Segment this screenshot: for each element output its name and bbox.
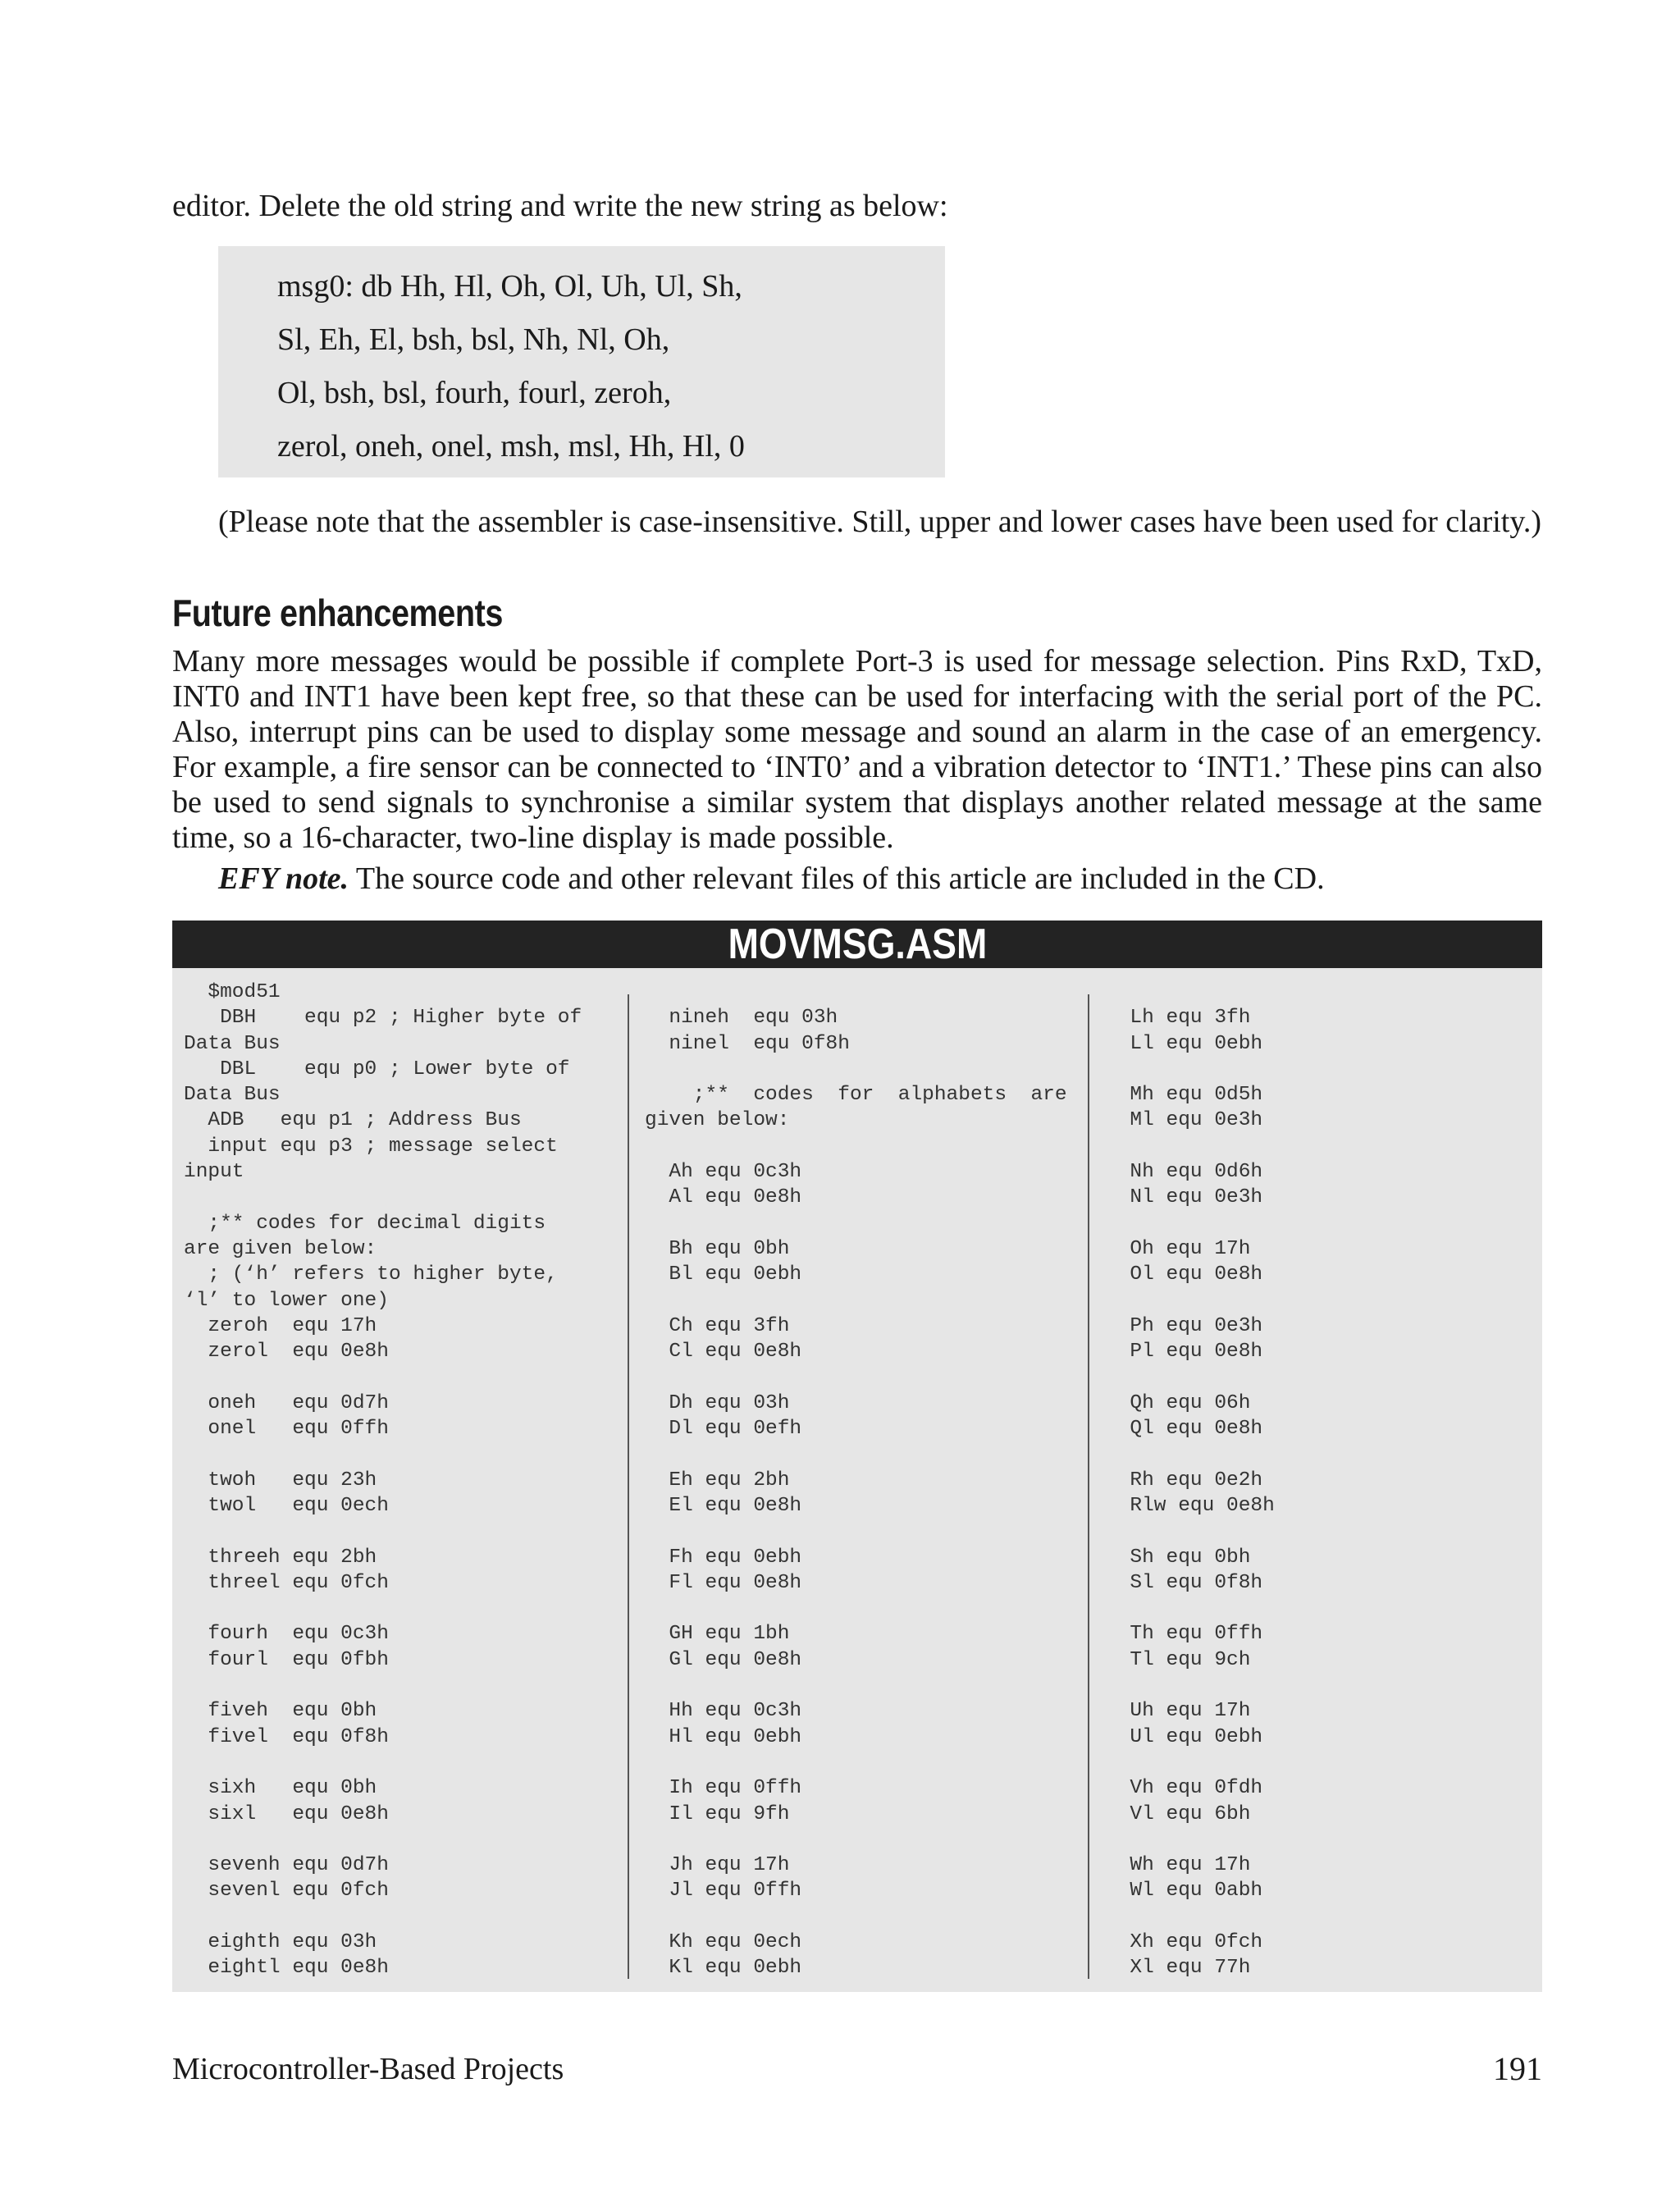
code-line: Vl equ 6bh bbox=[1106, 1802, 1251, 1825]
code-line: Rlw equ 0e8h bbox=[1106, 1494, 1275, 1517]
code-line: Gl equ 0e8h bbox=[645, 1648, 802, 1671]
case-note: (Please note that the assembler is case-insensitive. Still, upper and lower cases have been used for clarity.) bbox=[218, 505, 1542, 539]
code-line: Oh equ 17h bbox=[1106, 1237, 1251, 1260]
efy-note-text: The source code and other relevant files of this article are included in the CD. bbox=[349, 861, 1325, 896]
code-line: Ol equ 0e8h bbox=[1106, 1263, 1263, 1286]
code-line: Mh equ 0d5h bbox=[1106, 1084, 1263, 1107]
code-line bbox=[1106, 1211, 1532, 1236]
code-line: Fl equ 0e8h bbox=[645, 1571, 802, 1594]
code-line: Rh equ 0e2h bbox=[1106, 1469, 1263, 1492]
code-line bbox=[645, 1134, 1088, 1159]
code-line: Jl equ 0ffh bbox=[645, 1880, 802, 1903]
code-line bbox=[184, 1185, 627, 1210]
code-line: Tl equ 9ch bbox=[1106, 1648, 1251, 1671]
code-line bbox=[645, 1827, 1088, 1853]
code-line bbox=[184, 1519, 627, 1544]
code-line: Dl equ 0efh bbox=[645, 1418, 802, 1441]
code-line: GH equ 1bh bbox=[645, 1623, 790, 1646]
code-line bbox=[184, 1441, 627, 1467]
listing-title-bar bbox=[172, 921, 1542, 968]
code-line: eightl equ 0e8h bbox=[184, 1957, 389, 1980]
code-line bbox=[645, 1904, 1088, 1930]
code-line: fivel equ 0f8h bbox=[184, 1725, 389, 1748]
code-line: Uh equ 17h bbox=[1106, 1700, 1251, 1723]
code-line: Xh equ 0fch bbox=[1106, 1930, 1263, 1953]
code-line bbox=[1106, 1827, 1532, 1853]
code-line: Ah equ 0c3h bbox=[645, 1161, 802, 1184]
code-line: DBL equ p0 ; Lower byte of bbox=[184, 1058, 570, 1080]
code-line bbox=[645, 1441, 1088, 1467]
code-listing bbox=[172, 968, 1542, 1992]
code-line bbox=[184, 1827, 627, 1853]
code-line bbox=[1106, 1288, 1532, 1313]
code-line bbox=[1106, 1596, 1532, 1621]
code-snippet-line: Ol, bsh, bsl, fourh, fourl, zeroh, bbox=[277, 376, 672, 410]
code-line: Ih equ 0ffh bbox=[645, 1777, 802, 1800]
code-line bbox=[645, 1519, 1088, 1544]
code-line: fourh equ 0c3h bbox=[184, 1623, 389, 1646]
code-line bbox=[645, 1364, 1088, 1390]
code-line: sevenl equ 0fch bbox=[184, 1880, 389, 1903]
code-line bbox=[645, 1596, 1088, 1621]
code-line: given below: bbox=[645, 1109, 790, 1132]
listing-column-2 bbox=[645, 980, 1088, 1981]
code-line bbox=[184, 1364, 627, 1390]
code-line: ninel equ 0f8h bbox=[645, 1032, 850, 1055]
code-line: eighth equ 03h bbox=[184, 1930, 377, 1953]
code-line: twoh equ 23h bbox=[184, 1469, 377, 1492]
code-line: Al equ 0e8h bbox=[645, 1186, 802, 1209]
code-line: Ul equ 0ebh bbox=[1106, 1725, 1263, 1748]
page-number: 191 bbox=[1493, 2050, 1542, 2087]
code-line: Nh equ 0d6h bbox=[1106, 1161, 1263, 1184]
code-line: Xl equ 77h bbox=[1106, 1957, 1251, 1980]
code-line bbox=[1106, 1750, 1532, 1775]
code-line bbox=[645, 1288, 1088, 1313]
efy-note-label: EFY note. bbox=[218, 861, 349, 896]
code-line bbox=[1106, 1134, 1532, 1159]
code-line: Il equ 9fh bbox=[645, 1802, 790, 1825]
column-divider bbox=[628, 994, 629, 1979]
code-line: fiveh equ 0bh bbox=[184, 1700, 377, 1723]
code-line: Nl equ 0e3h bbox=[1106, 1186, 1263, 1209]
code-line: Sh equ 0bh bbox=[1106, 1546, 1251, 1569]
code-line: Sl equ 0f8h bbox=[1106, 1571, 1263, 1594]
code-line: Bl equ 0ebh bbox=[645, 1263, 802, 1286]
code-line: Pl equ 0e8h bbox=[1106, 1341, 1263, 1364]
code-line: Vh equ 0fdh bbox=[1106, 1777, 1263, 1800]
code-line: Ch equ 3fh bbox=[645, 1314, 790, 1337]
section-heading: Future enhancements bbox=[172, 592, 503, 634]
code-line: nineh equ 03h bbox=[645, 1007, 838, 1030]
code-line: twol equ 0ech bbox=[184, 1494, 389, 1517]
code-line: threel equ 0fch bbox=[184, 1571, 389, 1594]
code-line: ;** codes for alphabets are bbox=[645, 1084, 1067, 1107]
code-line: are given below: bbox=[184, 1237, 377, 1260]
code-line: oneh equ 0d7h bbox=[184, 1391, 389, 1414]
code-line: Th equ 0ffh bbox=[1106, 1623, 1263, 1646]
code-line: $mod51 bbox=[184, 981, 281, 1003]
code-line: Ph equ 0e3h bbox=[1106, 1314, 1263, 1337]
efy-note bbox=[218, 857, 1564, 900]
code-line bbox=[184, 1673, 627, 1698]
code-line: Kh equ 0ech bbox=[645, 1930, 802, 1953]
code-line: Jh equ 17h bbox=[645, 1854, 790, 1877]
code-line bbox=[184, 1750, 627, 1775]
code-snippet-line: Sl, Eh, El, bsh, bsl, Nh, Nl, Oh, bbox=[277, 322, 670, 357]
code-line: Ll equ 0ebh bbox=[1106, 1032, 1263, 1055]
listing-column-1 bbox=[184, 980, 627, 1981]
code-line: Lh equ 3fh bbox=[1106, 1007, 1251, 1030]
code-line: input equ p3 ; message select bbox=[184, 1135, 558, 1158]
code-line bbox=[1106, 1904, 1532, 1930]
code-line bbox=[1106, 1441, 1532, 1467]
code-line bbox=[1106, 1057, 1532, 1082]
code-line bbox=[645, 1057, 1088, 1082]
code-line: Bh equ 0bh bbox=[645, 1237, 790, 1260]
code-line: sixh equ 0bh bbox=[184, 1777, 377, 1800]
code-line: Data Bus bbox=[184, 1032, 281, 1055]
code-line: input bbox=[184, 1161, 244, 1184]
column-divider bbox=[1088, 994, 1089, 1979]
code-line bbox=[184, 1904, 627, 1930]
code-line: zerol equ 0e8h bbox=[184, 1341, 389, 1364]
code-line: ADB equ p1 ; Address Bus bbox=[184, 1109, 522, 1132]
code-line: Qh equ 06h bbox=[1106, 1391, 1251, 1414]
code-line bbox=[184, 1596, 627, 1621]
code-line: zeroh equ 17h bbox=[184, 1314, 377, 1337]
code-line: Eh equ 2bh bbox=[645, 1469, 790, 1492]
code-line: ; (‘h’ refers to higher byte, bbox=[184, 1263, 558, 1286]
code-snippet-line: msg0: db Hh, Hl, Oh, Ol, Uh, Ul, Sh, bbox=[277, 269, 742, 304]
code-line bbox=[1106, 1519, 1532, 1544]
code-line: onel equ 0ffh bbox=[184, 1418, 389, 1441]
code-line: Hl equ 0ebh bbox=[645, 1725, 802, 1748]
listing-title: MOVMSG.ASM bbox=[728, 921, 987, 968]
code-line: ;** codes for decimal digits bbox=[184, 1212, 546, 1235]
code-line: Kl equ 0ebh bbox=[645, 1957, 802, 1980]
footer-book-title: Microcontroller-Based Projects bbox=[172, 2052, 564, 2086]
code-line: Ql equ 0e8h bbox=[1106, 1418, 1263, 1441]
code-line bbox=[1106, 1673, 1532, 1698]
code-line: Dh equ 03h bbox=[645, 1391, 790, 1414]
code-line: Cl equ 0e8h bbox=[645, 1341, 802, 1364]
code-line: sevenh equ 0d7h bbox=[184, 1854, 389, 1877]
code-line bbox=[645, 1750, 1088, 1775]
code-line: ‘l’ to lower one) bbox=[184, 1289, 389, 1312]
code-line: DBH equ p2 ; Higher byte of bbox=[184, 1007, 582, 1030]
code-snippet-line: zerol, oneh, onel, msh, msl, Hh, Hl, 0 bbox=[277, 429, 745, 464]
code-line: sixl equ 0e8h bbox=[184, 1802, 389, 1825]
code-line: Ml equ 0e3h bbox=[1106, 1109, 1263, 1132]
code-line: fourl equ 0fbh bbox=[184, 1648, 389, 1671]
code-line: Hh equ 0c3h bbox=[645, 1700, 802, 1723]
listing-column-3 bbox=[1106, 980, 1532, 1981]
intro-text: editor. Delete the old string and write the new string as below: bbox=[172, 189, 948, 223]
code-line bbox=[1106, 1364, 1532, 1390]
code-line bbox=[645, 1211, 1088, 1236]
code-snippet-box bbox=[218, 246, 945, 477]
body-paragraph: Many more messages would be possible if complete Port-3 is used for message selection. Pins RxD, TxD, INT0 and INT1 have been kept free, so that these can be used for interfacing with the serial port of the PC. Also, interrupt pins can be used to display some message and sound an alarm in the case of an emergency. For example, a fire sensor can be connected to ‘INT0’ and a vibration detector to ‘INT1.’ These pins can also be used to send signals to synchronise a similar system that displays another related message at the same time, so a 16-character, two-line display is made possible. bbox=[172, 644, 1542, 855]
code-line: threeh equ 2bh bbox=[184, 1546, 377, 1569]
code-line bbox=[645, 1673, 1088, 1698]
code-line: Wl equ 0abh bbox=[1106, 1880, 1263, 1903]
code-line: Wh equ 17h bbox=[1106, 1854, 1251, 1877]
code-line bbox=[1106, 980, 1532, 1005]
code-line bbox=[645, 980, 1088, 1005]
code-line: Fh equ 0ebh bbox=[645, 1546, 802, 1569]
code-line: El equ 0e8h bbox=[645, 1494, 802, 1517]
code-line: Data Bus bbox=[184, 1084, 281, 1107]
